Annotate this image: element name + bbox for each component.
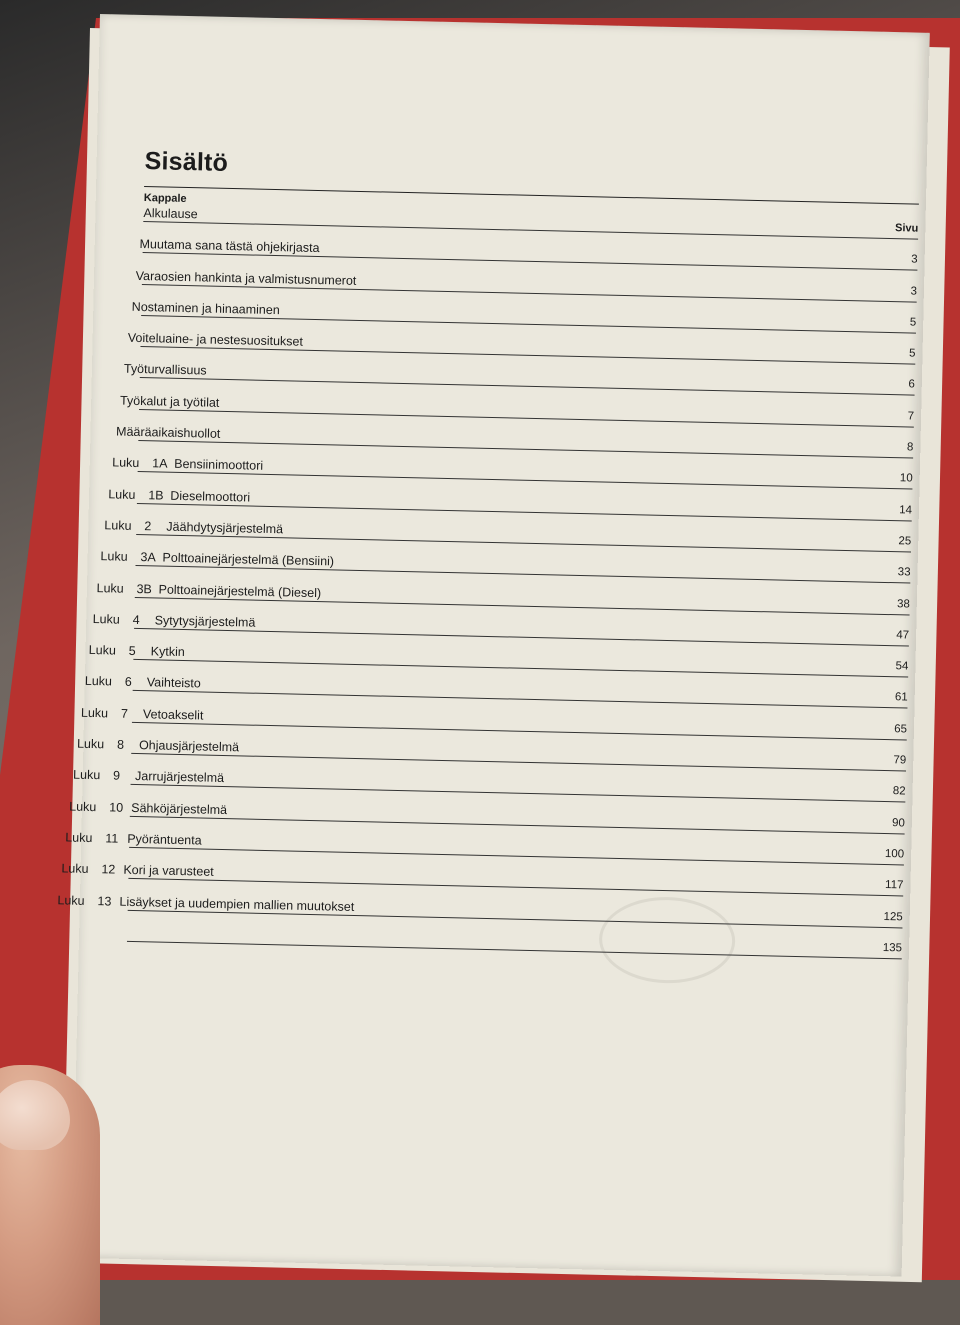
chapter-title: Vetoakselit [142,706,204,723]
page-number: 125 [883,910,903,923]
book-page [57,14,930,1277]
toc-entry-label [116,425,221,441]
page-number: 100 [884,847,905,861]
page-number: 117 [884,879,904,892]
chapter-number: 5 [128,643,136,659]
chapter-title: Varaosien hankinta ja valmistusnumerot [135,268,357,288]
chapter-number: 7 [120,706,129,721]
page-number: 7 [907,410,915,423]
chapter-title: Sähköjärjestelmä [131,800,228,817]
chapter-number: 2 [144,519,152,534]
page-number: 8 [906,441,914,454]
page-number: 61 [894,691,908,704]
page-number: 65 [894,722,908,736]
page-number: 5 [909,316,917,329]
chapter-title: Bensiinimoottori [174,457,264,474]
toc-entry-label [120,393,220,409]
chapter-number: 6 [124,675,132,690]
chapter-title: Muutama sana tästä ohjekirjasta [139,237,320,256]
chapter-number: 9 [112,768,121,783]
page-number: 54 [895,660,909,673]
chapter-title: Ohjausjärjestelmä [138,738,240,755]
chapter-number: 13 [97,893,112,909]
chapter-number: 10 [109,800,124,815]
chapter-prefix: Luku [72,767,101,783]
page-number: 6 [908,378,915,392]
page-number: 14 [899,503,913,517]
chapter-title: Määräaikaishuollot [115,424,221,441]
chapter-title: Jarrujärjestelmä [134,769,225,786]
toc-entry-label [81,705,204,722]
page-number: 79 [893,754,907,767]
toc-entry-label [143,206,198,221]
chapter-title: Alkulause [143,206,198,222]
page-number: 10 [899,472,913,485]
page-column-header: Sivu [894,222,919,235]
page-number: 47 [896,629,910,642]
chapter-prefix: Luku [76,736,105,752]
chapter-title: Dieselmoottori [170,488,251,505]
page-number: 90 [891,816,905,830]
chapter-number: 3B [136,581,153,596]
chapter-title: Polttoainejärjestelmä (Diesel) [158,582,322,600]
chapter-title: Työkalut ja työtilat [119,393,220,410]
chapter-prefix: Luku [108,486,136,502]
toc-entry-label [112,456,263,473]
chapter-prefix: Luku [65,830,93,845]
chapter-title: Työturvallisuus [123,362,207,378]
chapter-title: Lisäykset ja uudempien mallien muutokset [119,894,355,914]
chapter-column-header: Kappale [143,192,187,206]
toc-entry-label [108,487,250,504]
toc-title: Sisältö [144,147,229,177]
chapter-title: Pyöräntuenta [127,831,202,848]
toc-entry-label [93,612,256,630]
toc-entry-label [65,830,202,847]
chapter-title: Vaihteisto [146,675,201,691]
chapter-number: 8 [116,737,125,752]
page-number: 25 [898,535,912,548]
chapter-number: 1B [148,487,164,503]
chapter-title: Sytytysjärjestelmä [154,613,256,630]
toc-entry-label [124,362,207,378]
chapter-prefix: Luku [104,518,132,533]
chapter-prefix: Luku [88,643,117,658]
page-number: 5 [908,347,916,360]
chapter-number: 3A [140,550,156,565]
chapter-number: 12 [101,862,116,877]
chapter-prefix: Luku [100,549,128,565]
chapter-prefix: Luku [61,861,89,877]
toc-entry-label [89,643,185,659]
chapter-prefix: Luku [112,455,140,471]
chapter-number: 11 [105,831,119,846]
page-number: 135 [882,941,903,955]
toc-entry-label [104,518,283,536]
chapter-title: Jäähdytysjärjestelmä [166,519,284,537]
chapter-prefix: Luku [84,674,113,689]
table-of-contents [57,147,920,959]
chapter-title: Polttoainejärjestelmä (Bensiini) [162,550,335,569]
page-number: 3 [910,285,918,298]
page-number: 3 [911,253,918,266]
toc-entry-label [85,674,201,691]
chapter-title: Kori ja varusteet [123,862,214,880]
chapter-title: Nostaminen ja hinaaminen [131,299,280,318]
page-number: 82 [892,785,906,798]
toc-entry-label [77,737,239,755]
chapter-prefix: Luku [80,705,109,721]
page-number: 33 [897,566,911,579]
toc-entry-label [69,799,227,817]
toc-entry-label [61,862,214,879]
chapter-prefix: Luku [69,799,97,814]
chapter-number: 4 [132,612,140,627]
chapter-prefix: Luku [57,892,85,908]
chapter-title: Voiteluaine- ja nestesuositukset [127,330,304,349]
toc-entry-label [73,768,224,785]
page-number: 38 [896,597,910,611]
chapter-prefix: Luku [92,611,120,627]
chapter-number: 1A [152,456,168,472]
chapter-title: Kytkin [150,644,185,660]
toc-entries [57,206,918,959]
chapter-prefix: Luku [96,580,124,596]
